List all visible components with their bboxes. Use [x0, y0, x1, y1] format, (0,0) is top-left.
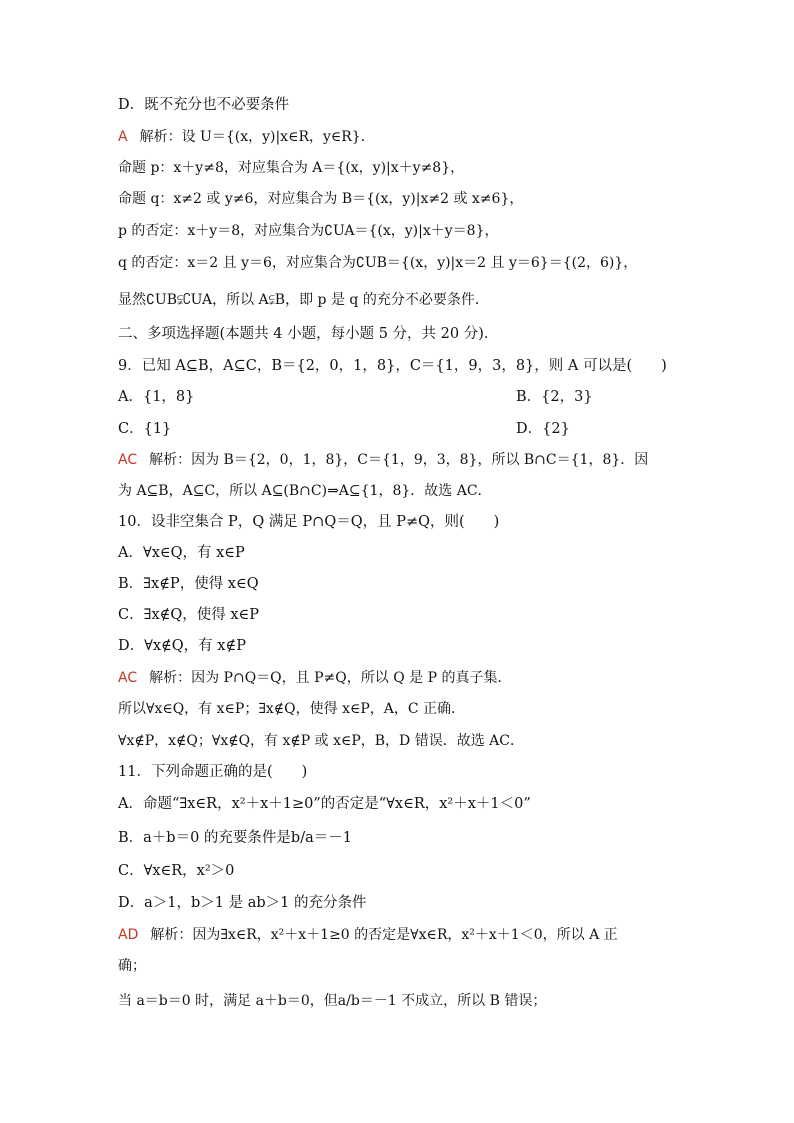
option-text: B．a＋b＝0 的充要条件是b/a＝－1 [118, 830, 352, 846]
answer-label: AC [118, 670, 138, 686]
text-line [118, 253, 637, 273]
line-text: p 的否定：x＋y＝8，对应集合为∁UA＝{(x，y)|x＋y＝8}， [118, 223, 499, 239]
answer-line [118, 925, 618, 945]
line-text: 10．设非空集合 P，Q 满足 P∩Q＝Q，且 P≠Q，则( ) [118, 514, 500, 530]
line-text: 命题 p：x＋y≠8，对应集合为 A＝{(x，y)|x＋y≠8}， [118, 160, 465, 176]
line-text: 命题 q：x≠2 或 y≠6，对应集合为 B＝{(x，y)|x≠2 或 x≠6}， [118, 191, 524, 207]
text-line [118, 731, 524, 751]
option-text: B．{2，3} [516, 389, 593, 405]
text-line [118, 158, 464, 178]
answer-label: A [118, 129, 128, 145]
line-text: 二、多项选择题(本题共 4 小题，每小题 5 分，共 20 分)． [118, 326, 499, 342]
line-text: q 的否定：x＝2 且 y＝6，对应集合为∁UB＝{(x，y)|x＝2 且 y＝6}＝{(2，6)}， [118, 255, 638, 271]
option-line [118, 574, 259, 594]
text-line [118, 481, 492, 501]
section-heading [118, 324, 498, 344]
line-text: 解析：因为∃x∈R，x²＋x＋1≥0 的否定是∀x∈R，x²＋x＋1＜0，所以 A 正 [150, 927, 618, 943]
line-text: ∀x∉P，x∉Q；∀x∉Q，有 x∉P 或 x∈P，B，D 错误．故选 AC． [118, 733, 524, 749]
question-9 [118, 356, 667, 376]
line-text: 当 a＝b＝0 时，满足 a＋b＝0，但a/b＝－1 不成立，所以 B 错误； [118, 993, 547, 1009]
text-line [118, 956, 146, 976]
option-text: C．∃x∉Q，使得 x∈P [118, 607, 260, 623]
option-text: D．∀x∉Q，有 x∉P [118, 638, 246, 654]
option-line [118, 861, 234, 881]
line-text: 解析：因为 P∩Q＝Q，且 P≠Q，所以 Q 是 P 的真子集． [149, 670, 512, 686]
text-line [118, 221, 498, 241]
option-text: B．∃x∉P，使得 x∈Q [118, 576, 259, 592]
answer-line [118, 127, 375, 147]
text-line [118, 699, 465, 719]
line-text: 确； [118, 958, 146, 974]
option-line [118, 794, 531, 814]
answer-label: AC [118, 452, 138, 468]
line-text: 显然∁UB⫋∁UA，所以 A⫋B，即 p 是 q 的充分不必要条件． [118, 292, 489, 308]
question-10 [118, 512, 499, 532]
options-row [118, 387, 593, 407]
text-line [118, 189, 523, 209]
answer-label: AD [118, 927, 139, 943]
question-11 [118, 762, 307, 782]
text-line [118, 290, 489, 310]
option-text: A．{1，8} [118, 389, 195, 405]
line-text: 11．下列命题正确的是( ) [118, 764, 308, 780]
line-text: 为 A⊆B，A⊆C，所以 A⊆(B∩C)⇒A⊆{1，8}．故选 AC． [118, 483, 492, 499]
option-text: A．∀x∈Q，有 x∈P [118, 545, 245, 561]
answer-line [118, 668, 511, 688]
option-line [118, 543, 245, 563]
option-text: D．{2} [516, 421, 570, 437]
line-text: 所以∀x∈Q，有 x∈P；∃x∉Q，使得 x∈P，A，C 正确． [118, 701, 466, 717]
answer-line [118, 450, 648, 470]
option-d-line [118, 95, 289, 115]
option-text: C．{1} [118, 421, 172, 437]
options-row [118, 419, 570, 439]
option-text: C．∀x∈R，x²＞0 [118, 863, 235, 879]
line-text: D．既不充分也不必要条件 [118, 97, 290, 113]
option-line [118, 893, 366, 913]
line-text: 9．已知 A⊆B，A⊆C，B＝{2，0，1，8}，C＝{1，9，3，8}，则 A 可以是( ) [118, 358, 667, 374]
option-line [118, 828, 352, 848]
option-text: D．a＞1，b＞1 是 ab＞1 的充分条件 [118, 895, 367, 911]
option-line [118, 636, 246, 656]
option-line [118, 605, 259, 625]
option-text: A．命题“∃x∈R，x²＋x＋1≥0”的否定是“∀x∈R，x²＋x＋1＜0” [118, 796, 531, 812]
line-text: 解析：设 U＝{(x，y)|x∈R，y∈R}． [139, 129, 375, 145]
line-text: 解析：因为 B＝{2，0，1，8}，C＝{1，9，3，8}，所以 B∩C＝{1，8}．因 [149, 452, 649, 468]
text-line [118, 991, 546, 1011]
